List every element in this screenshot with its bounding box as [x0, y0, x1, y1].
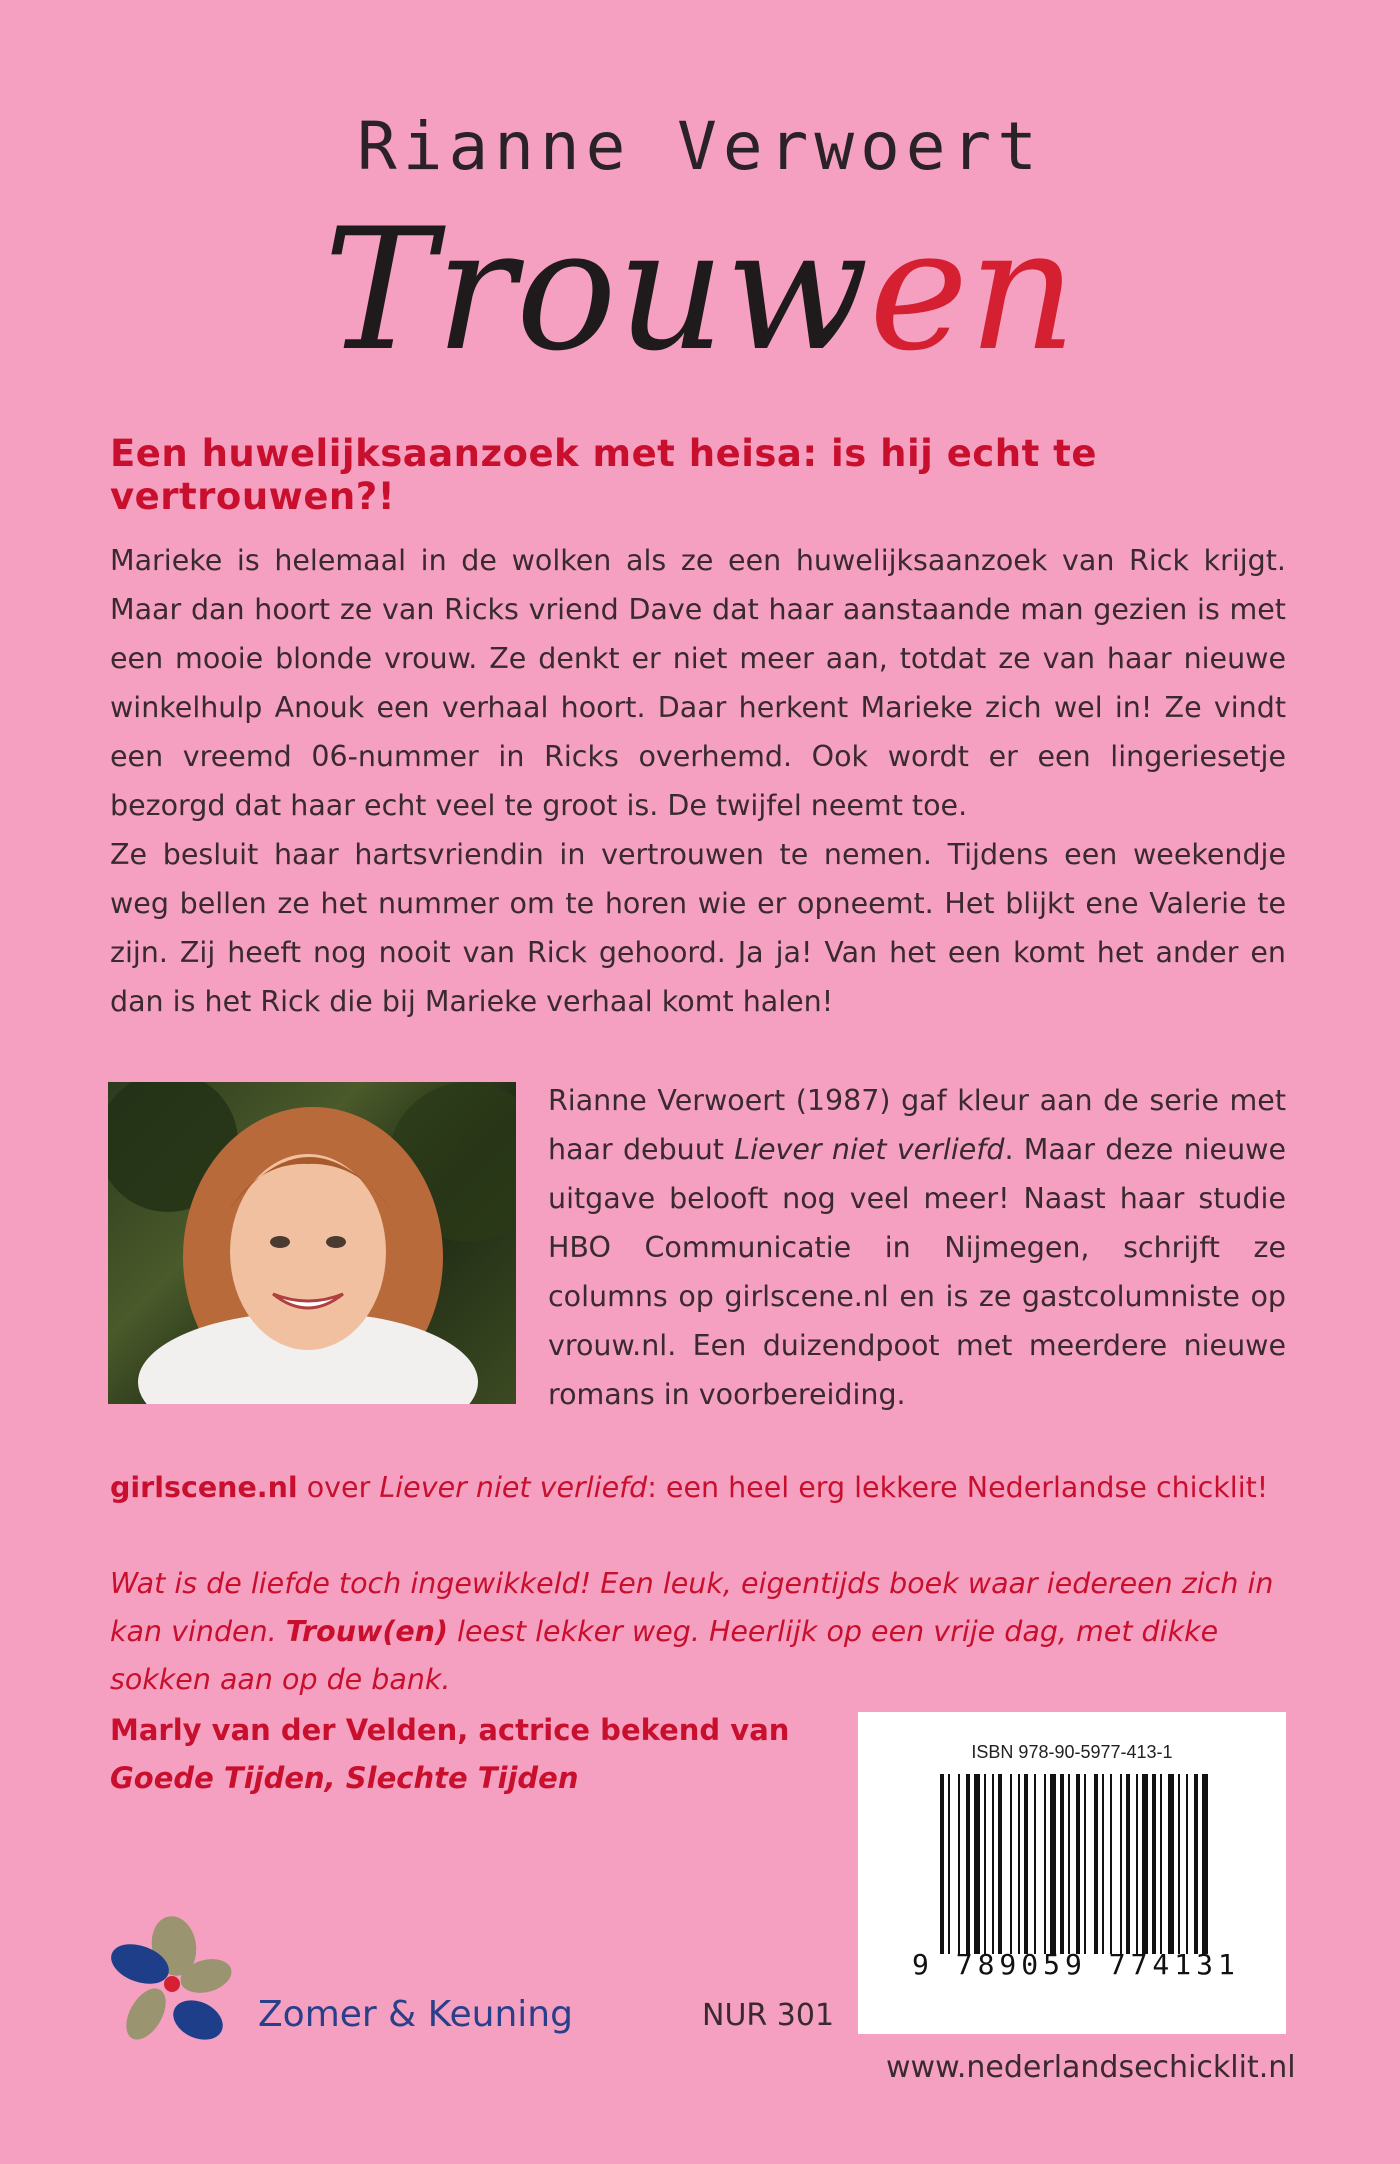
bio-book-title: Liever niet verliefd	[734, 1133, 1005, 1166]
publisher-name: Zomer & Keuning	[258, 1994, 573, 2035]
publisher-logo	[106, 1912, 236, 2051]
barcode-box	[858, 1712, 1286, 2034]
quote-text-1: Wat is de liefde toch ingewikkeld! Een leuk, eigentijds boek waar iedereen zich in kan vinden.	[110, 1567, 1274, 1648]
blurb-paragraph-2: Ze besluit haar hartsvriendin in vertrouwen te nemen. Tijdens een weekendje weg bellen ze het nummer om te horen wie er opneemt. Het blijkt ene Valerie te zijn. Zij heeft nog nooit van Rick gehoord. Ja ja! Van het een komt het ander en dan is het Rick die bij Marieke verhaal komt halen!	[110, 838, 1286, 1018]
review-book-title: Liever niet verliefd	[379, 1471, 648, 1504]
quote-author-line-2: Goede Tijden, Slechte Tijden	[110, 1761, 579, 1795]
quote-text-2: leest lekker weg. Heerlijk op een vrije dag, met dikke sokken aan op de bank.	[110, 1615, 1219, 1696]
author-photo	[108, 1082, 516, 1404]
bio-text-1: Rianne Verwoert (1987) gaf kleur aan de serie met haar debuut	[548, 1084, 1286, 1166]
author-bio	[548, 1076, 1286, 1419]
review-source: girlscene.nl	[110, 1471, 298, 1504]
blurb	[110, 536, 1286, 1026]
blurb-paragraph-1: Marieke is helemaal in de wolken als ze een huwelijksaanzoek van Rick krijgt. Maar dan hoort ze van Ricks vriend Dave dat haar aanstaande man gezien is met een mooie blonde vrouw. Ze denkt er niet meer aan, totdat ze van haar nieuwe winkelhulp Anouk een verhaal hoort. Daar herkent Marieke zich wel in! Ze vindt een vreemd 06-nummer in Ricks overhemd. Ook wordt er een lingeriesetje bezorgd dat haar echt veel te groot is. De twijfel neemt toe.	[110, 544, 1286, 822]
title-accent: en	[868, 192, 1077, 388]
barcode-icon	[940, 1774, 1210, 1954]
barcode-digits: 9 789059 774131	[912, 1948, 1240, 1981]
book-title	[0, 190, 1400, 390]
quote-book-title: Trouw(en)	[285, 1615, 448, 1648]
nur-code: NUR 301	[702, 1998, 835, 2033]
review-text: : een heel erg lekkere Nederlandse chicklit!	[647, 1471, 1269, 1504]
bio-text-2: . Maar deze nieuwe uitgave belooft nog veel meer! Naast haar studie HBO Communicatie in Nijmegen, schrijft ze columns op girlscene.nl en is ze gastcolumniste op vrouw.nl. Een duizendpoot met meerdere nieuwe romans in voorbereiding.	[548, 1133, 1286, 1411]
tagline: Een huwelijksaanzoek met heisa: is hij echt te vertrouwen?!	[110, 432, 1097, 518]
review-over: over	[297, 1471, 380, 1504]
review	[110, 1464, 1290, 1512]
website-link[interactable]: www.nederlandsechicklit.nl	[886, 2050, 1296, 2085]
quote	[110, 1560, 1286, 1704]
quote-author-line-1: Marly van der Velden, actrice bekend van	[110, 1713, 790, 1747]
isbn-label: ISBN 978-90-5977-413-1	[971, 1742, 1173, 1762]
author-name: Rianne Verwoert	[356, 108, 1044, 185]
quote-author	[110, 1706, 830, 1802]
title-main: Trouw	[323, 192, 869, 388]
flower-icon	[106, 1912, 236, 2047]
